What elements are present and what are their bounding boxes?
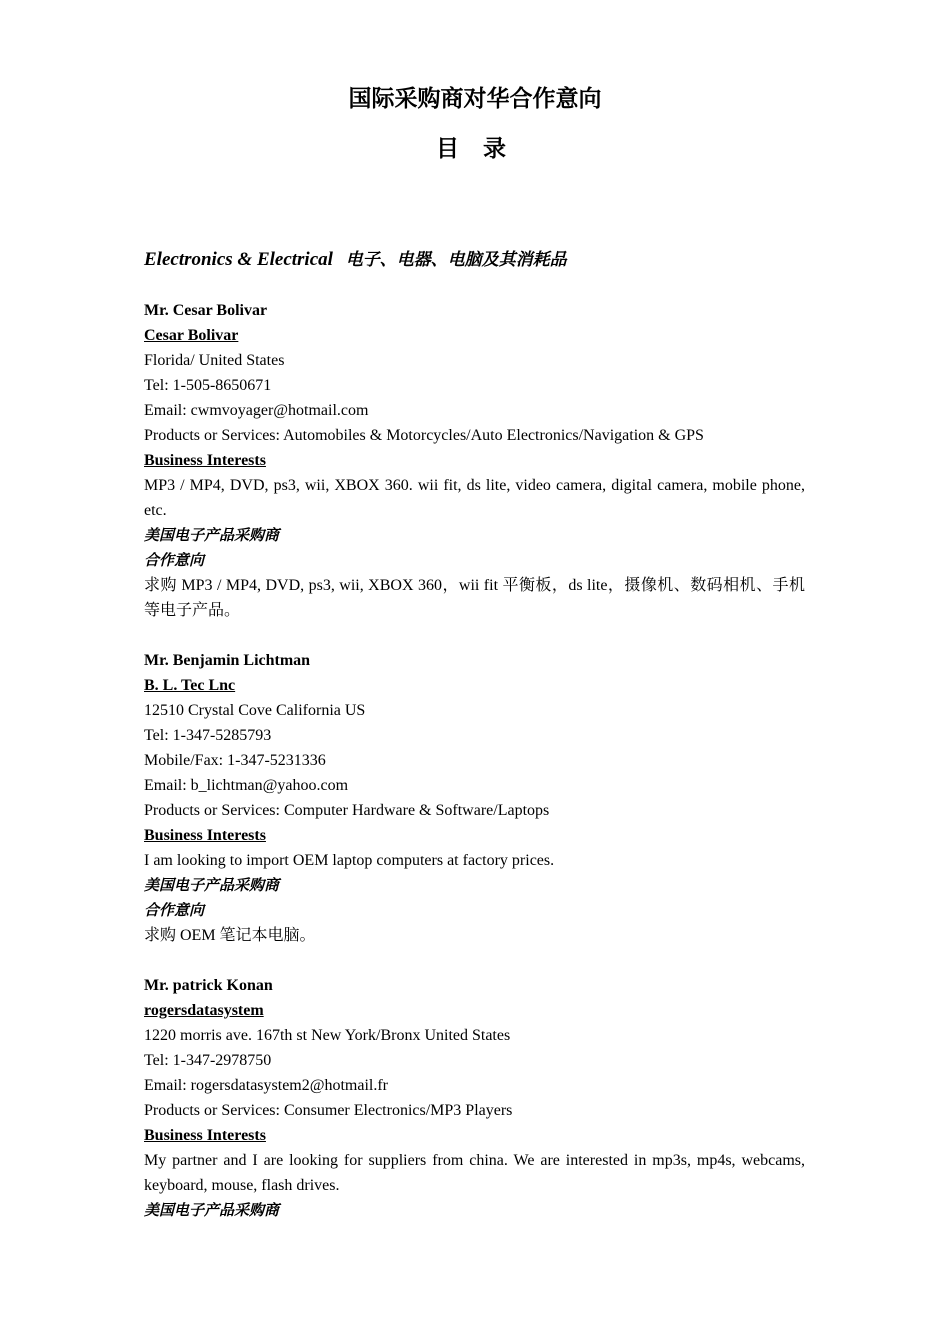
document-body xyxy=(144,246,805,1223)
products-services: Products or Services: Consumer Electronics/MP3 Players xyxy=(144,1102,513,1119)
location: 12510 Crystal Cove California US xyxy=(144,702,366,719)
buyer-entry xyxy=(144,298,805,623)
buyer-type-cn: 美国电子产品采购商 xyxy=(144,1201,280,1219)
buyer-entry xyxy=(144,973,805,1223)
contact-name: Mr. Cesar Bolivar xyxy=(144,302,268,319)
intent-text-cn: 求购 MP3 / MP4, DVD, ps3, wii, XBOX 360，wii fit 平衡板，ds lite，摄像机、数码相机、手机等电子产品。 xyxy=(144,577,805,619)
section-heading-cn: 电子、电器、电脑及其消耗品 xyxy=(345,250,567,270)
section-heading xyxy=(144,246,805,274)
intent-heading-cn: 合作意向 xyxy=(144,551,205,569)
buyer-type-cn: 美国电子产品采购商 xyxy=(144,526,280,544)
email: Email: b_lichtman@yahoo.com xyxy=(144,777,349,794)
business-interests-text: My partner and I are looking for suppliers from china. We are interested in mp3s, mp4s, webcams, keyboard, mouse, flash drives. xyxy=(144,1152,805,1194)
telephone: Tel: 1-505-8650671 xyxy=(144,377,272,394)
business-interests-heading: Business Interests xyxy=(144,827,266,844)
section-heading-en: Electronics & Electrical xyxy=(144,249,333,270)
company-name: rogersdatasystem xyxy=(144,1002,264,1019)
email: Email: rogersdatasystem2@hotmail.fr xyxy=(144,1077,389,1094)
intent-heading-cn: 合作意向 xyxy=(144,901,205,919)
telephone: Tel: 1-347-5285793 xyxy=(144,727,272,744)
business-interests-text: MP3 / MP4, DVD, ps3, wii, XBOX 360. wii fit, ds lite, video camera, digital camera, mobile phone, etc. xyxy=(144,477,805,519)
buyer-type-cn: 美国电子产品采购商 xyxy=(144,876,280,894)
business-interests-heading: Business Interests xyxy=(144,1127,266,1144)
telephone: Tel: 1-347-2978750 xyxy=(144,1052,272,1069)
products-services: Products or Services: Automobiles & Motorcycles/Auto Electronics/Navigation & GPS xyxy=(144,427,704,444)
contact-name: Mr. Benjamin Lichtman xyxy=(144,652,311,669)
document-title: 国际采购商对华合作意向 xyxy=(348,86,602,112)
location: 1220 morris ave. 167th st New York/Bronx United States xyxy=(144,1027,511,1044)
products-services: Products or Services: Computer Hardware & Software/Laptops xyxy=(144,802,550,819)
location: Florida/ United States xyxy=(144,352,285,369)
email: Email: cwmvoyager@hotmail.com xyxy=(144,402,369,419)
intent-text-cn: 求购 OEM 笔记本电脑。 xyxy=(144,927,316,944)
business-interests-text: I am looking to import OEM laptop computers at factory prices. xyxy=(144,852,555,869)
buyer-entry xyxy=(144,648,805,948)
contact-name: Mr. patrick Konan xyxy=(144,977,273,994)
table-of-contents-heading: 目 录 xyxy=(435,136,514,162)
mobile-fax: Mobile/Fax: 1-347-5231336 xyxy=(144,752,326,769)
company-name: B. L. Tec Lnc xyxy=(144,677,236,694)
company-name: Cesar Bolivar xyxy=(144,327,239,344)
business-interests-heading: Business Interests xyxy=(144,452,266,469)
